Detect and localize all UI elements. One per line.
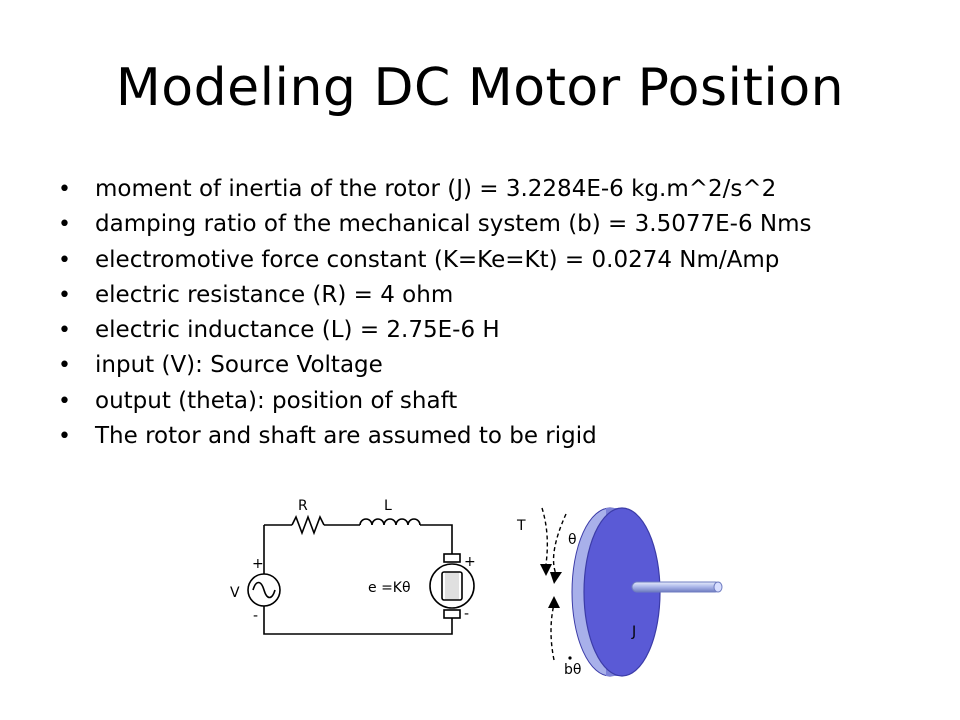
list-item: • output (theta): position of shaft — [58, 384, 811, 419]
list-item: • damping ratio of the mechanical system (b) = 3.5077E-6 Nms — [58, 207, 811, 242]
voltage-label: V — [230, 585, 240, 601]
wire — [264, 606, 452, 634]
parameter-list — [58, 172, 811, 454]
resistor-label: R — [298, 498, 308, 514]
motor-plus-sign: + — [464, 554, 476, 570]
wire — [420, 525, 452, 554]
angle-arrow-icon — [554, 514, 566, 574]
slide-title: Modeling DC Motor Position — [115, 58, 845, 118]
list-item: • The rotor and shaft are assumed to be rigid — [58, 419, 811, 454]
dc-motor-diagram — [220, 488, 740, 720]
bullet-icon: • — [58, 282, 71, 308]
list-item: • electric inductance (L) = 2.75E-6 H — [58, 313, 811, 348]
sine-wave-icon — [253, 583, 275, 598]
bullet-icon: • — [58, 212, 71, 238]
damping-label: bθ — [564, 662, 582, 678]
bullet-icon: • — [58, 353, 71, 379]
bullet-icon: • — [58, 424, 71, 450]
inductor-symbol — [360, 519, 420, 525]
inertia-label: J — [632, 624, 637, 640]
motor-minus-sign: - — [464, 606, 470, 622]
bullet-icon: • — [58, 177, 71, 202]
shaft — [632, 582, 720, 592]
torque-label: T — [517, 518, 526, 534]
list-item: • moment of inertia of the rotor (J) = 3.2284E-6 kg.m^2/s^2 — [58, 172, 811, 207]
source-plus-sign: + — [252, 556, 264, 572]
damping-arrow-icon — [551, 604, 554, 660]
torque-arrow-icon — [542, 508, 547, 564]
source-minus-sign: - — [253, 608, 259, 624]
list-item: • electromotive force constant (K=Ke=Kt) = 0.0274 Nm/Amp — [58, 243, 811, 278]
bullet-icon: • — [58, 318, 71, 344]
emf-label: e =Kθ — [368, 580, 411, 596]
angle-label: θ — [568, 532, 577, 548]
bullet-icon: • — [58, 388, 71, 414]
list-item: • electric resistance (R) = 4 ohm — [58, 278, 811, 313]
inductor-label: L — [384, 498, 392, 514]
resistor-symbol — [292, 517, 324, 533]
derivative-dot — [568, 656, 571, 659]
list-item: • input (V): Source Voltage — [58, 348, 811, 383]
bullet-icon: • — [58, 247, 71, 273]
circuit-schematic — [248, 517, 474, 634]
